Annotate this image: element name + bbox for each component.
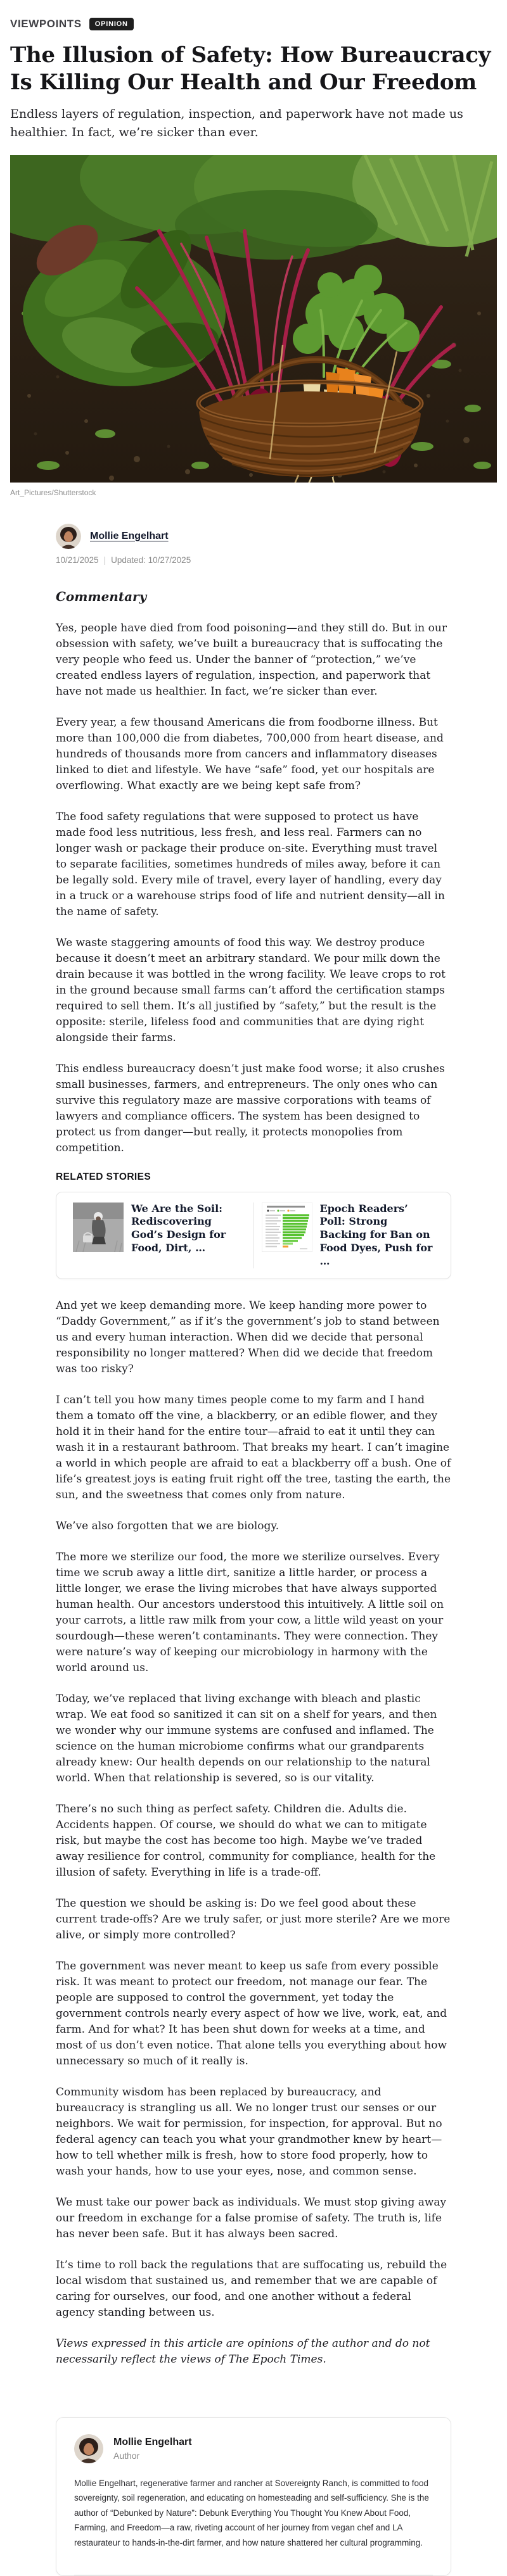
related-title: Epoch Readers’ Poll: Strong Backing for Ban on Food Dyes, Push for … xyxy=(319,1202,433,1267)
article-deck: Endless layers of regulation, inspection, and paperwork have not made us healthier. In fact, we’re sicker than ever. xyxy=(10,106,463,140)
related-thumb-poll-chart xyxy=(262,1203,312,1252)
article-paragraph: It’s time to roll back the regulations that are suffocating us, rebuild the local wisdom that sustained us, and remember that we are capable of caring for ourselves, our food, and one another without a federal agency standing between us. xyxy=(56,2258,447,2319)
article-paragraph: I can’t tell you how many times people come to my farm and I hand them a tomato off the vine, a blackberry, or an edible flower, and they hold it in their hand for the entire tour—afraid to eat it until they can wash it in a restaurant bathroom. That breaks my heart. I can’t imagine a world in which people are afraid to eat a blackberry off a bush. One of life’s greatest joys is eating fruit right off the tree, tasting the earth, the sun, and the sweetness that comes only from nature. xyxy=(56,1393,451,1501)
author-bio-header xyxy=(74,2434,433,2463)
published-date: 10/21/2025 xyxy=(56,555,99,565)
related-stories-box xyxy=(56,1192,451,1279)
article-paragraph: The food safety regulations that were supposed to protect us have made food less nutritious, less fresh, and less real. Farmers can no longer wash or package their produce on-site. Everything must travel to separate facilities, sometimes hundreds of miles away, before it can be legally sold. Every mile of travel, every layer of handling, every day in a truck or a warehouse strips food of life and nutrient density—all in the name of safety. xyxy=(56,810,445,918)
section-link-viewpoints[interactable]: VIEWPOINTS xyxy=(10,18,82,30)
disclaimer: Views expressed in this article are opinions of the author and do not necessarily reflect the views of The Epoch Times. xyxy=(56,2337,430,2366)
author-bio-text: Mollie Engelhart, regenerative farmer and rancher at Sovereignty Ranch, is committed to food sovereignty, soil regeneration, and educating on homesteading and self-sufficiency. She is the author of “Debunked by Nature”: Debunk Everything You Thought You Knew About Food, Farming, and Freedom—a raw, riveting account of her journey from vegan chef and LA restaurateur to hands-in-the-dirt farmer, and how nature shattered her cultural programming. xyxy=(74,2478,429,2548)
article-paragraph: We’ve also forgotten that we are biology. xyxy=(56,1519,279,1532)
article-body-part2 xyxy=(56,1298,451,2321)
author-bio-identity xyxy=(113,2437,192,2461)
article-paragraph: We must take our power back as individuals. We must stop giving away our freedom in exchange for a false promise of safety. The truth is, life has never been safe. But it has always been sacred. xyxy=(56,2195,447,2240)
article-paragraph: We waste staggering amounts of food this way. We destroy produce because it doesn’t meet an arbitrary standard. We pour milk down the drain because it was bottled in the wrong facility. We leave crops to rot in the ground because small farms can’t afford the certification stamps required to sell them. It’s all justified by “safety,” but the result is the opposite: sterile, lifeless food and communities that are dying right alongside their farms. xyxy=(56,936,446,1044)
byline xyxy=(56,524,451,549)
date-separator: | xyxy=(103,555,106,565)
image-credit: Art_Pictures/Shutterstock xyxy=(10,488,96,497)
hero-image xyxy=(10,155,497,483)
article-paragraph: Yes, people have died from food poisoning—and they still do. But in our obsession with safety, we’ve built a bureaucracy that is suffocating the very people who feed us. Under the banner of “protection,” we’ve created endless layers of regulation, inspection, and paperwork that have not made us healthier. In fact, we’re sicker than ever. xyxy=(56,621,447,698)
author-link[interactable]: Mollie Engelhart xyxy=(90,530,169,541)
related-card-epoch-readers-poll[interactable] xyxy=(254,1203,442,1268)
commentary-label: Commentary xyxy=(56,588,147,604)
article-paragraph: Every year, a few thousand Americans die from foodborne illness. But more than 100,000 die from diabetes, 700,000 from heart disease, and hundreds of thousands more from cancers and inflammatory diseases linked to diet and lifestyle. We have “safe” food, yet our hospitals are overflowing. What exactly are we being kept safe from? xyxy=(56,716,444,792)
article-paragraph: Today, we’ve replaced that living exchange with bleach and plastic wrap. We eat food so sanitized it can sit on a shelf for years, and then we wonder why our immune systems are confused and inflamed. The science on the human microbiome confirms what our grandparents already knew: Our health depends on our relationship to the natural world. When that relationship is severed, so is our vitality. xyxy=(56,1692,437,1784)
article-paragraph: There’s no such thing as perfect safety. Children die. Adults die. Accidents happen. Of course, we should do what we can to mitigate risk, but maybe the cost has become too high. Maybe we’ve traded away resilience for control, community for compliance, health for the illusion of safety. Everything in life is a trade-off. xyxy=(56,1802,436,1879)
section-header xyxy=(10,18,497,30)
author-bio-avatar xyxy=(74,2434,103,2463)
article-paragraph: The more we sterilize our food, the more we sterilize ourselves. Every time we scrub away a little dirt, sanitize a little harder, or process a little longer, we erase the living microbes that have always supported human health. Our ancestors understood this intuitively. A little soil on your carrots, a little raw milk from your cow, a little wild yeast on your sourdough—these weren’t contaminants. They were connection. They were nature’s way of keeping our microbiology in harmony with the world around us. xyxy=(56,1550,444,1674)
opinion-badge[interactable]: OPINION xyxy=(89,18,134,30)
article-paragraph: Community wisdom has been replaced by bureaucracy, and bureaucracy is strangling us all. We no longer trust our senses or our neighbors. We wait for permission, for inspection, for approval. But no federal agency can teach you what your grandmother knew by heart—how to tell whether milk is fresh, how to store food properly, how to wash your hands, how to use your eyes, nose, and common sense. xyxy=(56,2085,442,2178)
article-paragraph: The question we should be asking is: Do we feel good about these current trade-offs? Are we truly safer, or just more sterile? Are we more alive, or simply more controlled? xyxy=(56,1897,451,1941)
article-body-part1 xyxy=(56,621,451,1156)
article-paragraph: The government was never meant to keep us safe from every possible risk. It was meant to protect our freedom, not manage our fear. The people are supposed to control the government, yet today the government controls nearly every aspect of how we live, work, eat, and farm. And for what? It has been shut down for weeks at a time, and most of us don’t even notice. That alone tells you everything about how unnecessary so much of it really is. xyxy=(56,1959,447,2068)
author-bio-role: Author xyxy=(113,2450,140,2461)
author-bio-name: Mollie Engelhart xyxy=(113,2436,192,2447)
related-thumb-field-photo xyxy=(73,1203,124,1252)
related-title: We Are the Soil: Rediscovering God’s Design for Food, Dirt, … xyxy=(131,1202,226,1254)
author-bio-card xyxy=(56,2417,451,2576)
updated-date: Updated: 10/27/2025 xyxy=(111,555,191,565)
related-card-we-are-the-soil[interactable] xyxy=(65,1203,254,1268)
author-avatar[interactable] xyxy=(56,524,81,549)
article-title: The Illusion of Safety: How Bureaucracy Is Killing Our Health and Our Freedom xyxy=(10,42,491,95)
hero-image-illustration xyxy=(10,155,497,483)
article-paragraph: This endless bureaucracy doesn’t just make food worse; it also crushes small businesses, farmers, and entrepreneurs. The only ones who can survive this regulatory maze are massive corporations with teams of lawyers and compliance officers. The system has been designed to protect us from danger—but really, it protects monopolies from competition. xyxy=(56,1062,445,1154)
dateline xyxy=(56,555,451,565)
related-stories-heading: RELATED STORIES xyxy=(56,1171,151,1182)
related-stories-section xyxy=(56,1171,451,1279)
article-paragraph: And yet we keep demanding more. We keep handing more power to “Daddy Government,” as if it’s the government’s job to stand between us and every human interaction. When did we decide that personal responsibility no longer mattered? When did we decide that freedom was too risky? xyxy=(56,1299,440,1375)
